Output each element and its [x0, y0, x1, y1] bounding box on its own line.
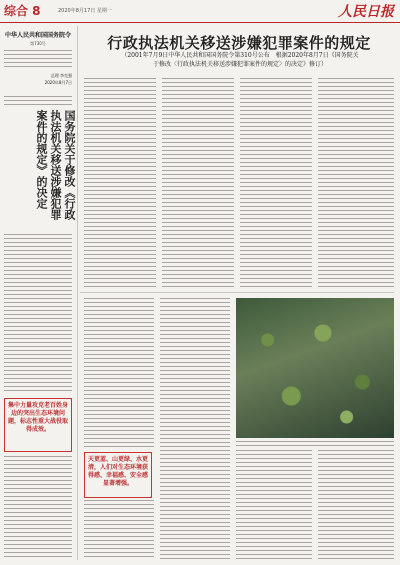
decree-number: 第730号: [30, 41, 46, 46]
sidebar-text: [4, 96, 72, 108]
article-column: [84, 78, 156, 288]
sidebar-text: [4, 456, 72, 560]
lower-column: [84, 500, 154, 560]
lower-column: [318, 450, 394, 560]
pullquote-box: [84, 452, 152, 498]
lower-column: [160, 298, 230, 560]
section-label: 综合 8: [4, 4, 41, 18]
lotus-pond-photo: [236, 298, 394, 438]
newspaper-logo: 人民日报: [338, 4, 394, 20]
decree-body-text: [4, 50, 72, 70]
pullquote-text: 集中力量攻克老百姓身边的突出生态环境问题，标志性重大战役取得成效。: [8, 402, 69, 433]
decree-date: 2020年8月7日: [44, 80, 72, 85]
photo-caption: [236, 441, 394, 447]
column-divider: [77, 26, 78, 560]
article-subtitle-2: 于修改〈行政执法机关移送涉嫌犯罪案件的规定〉的决定》修订）: [152, 61, 327, 68]
article-column: [240, 78, 312, 288]
decree-block: [4, 30, 72, 86]
article-subtitle-1: （2001年7月9日中华人民共和国国务院令第310号公布 根据2020年8月7日《国务院关: [121, 52, 359, 59]
lower-column: [84, 298, 154, 448]
issue-date: 2020年8月17日 星期一: [58, 8, 112, 14]
article-title: 行政执法机关移送涉嫌犯罪案件的规定: [107, 34, 371, 52]
decree-signature: 总理 李克强: [50, 73, 72, 78]
decree-title: 中华人民共和国国务院令: [4, 32, 71, 39]
lower-column: [236, 450, 312, 560]
article-column: [318, 78, 394, 288]
sidebar-text: [4, 234, 72, 394]
vertical-headline: 国务院关于修改《行政执法机关移送涉嫌犯罪案件的规定》的决定: [35, 110, 76, 220]
article-column: [162, 78, 234, 288]
pullquote-box: [4, 398, 72, 452]
pullquote-text: 天更蓝、山更绿、水更清，人们对生态环境获得感、幸福感、安全感显著增强。: [88, 456, 149, 487]
section-divider: [80, 292, 394, 293]
